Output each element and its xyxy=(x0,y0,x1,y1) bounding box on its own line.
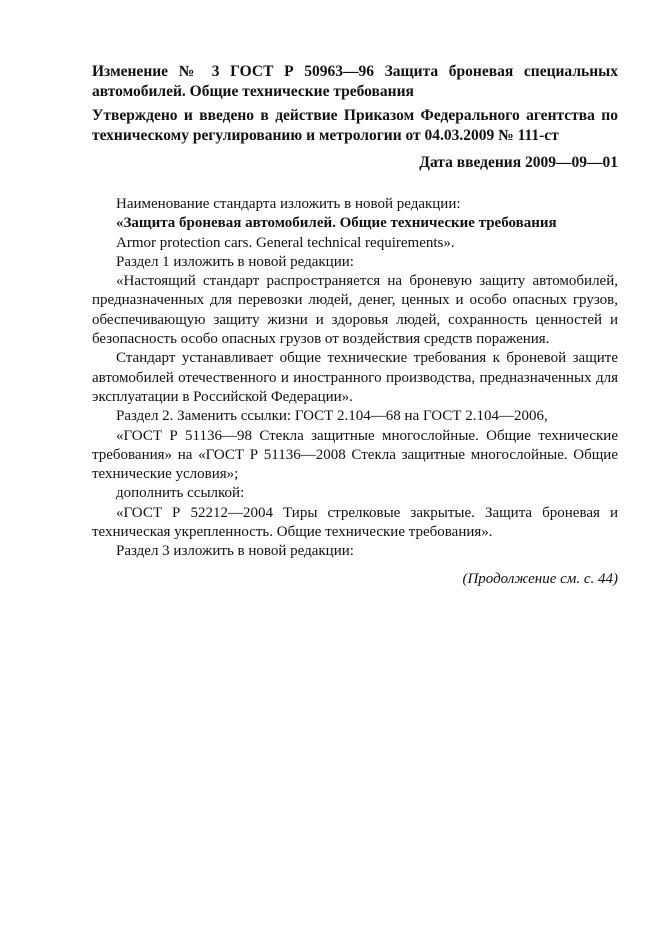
paragraph-scope: «Настоящий стандарт распространяется на броневую защиту автомобилей, предназначенных для перевозки людей, денег, ценных и особо опасных грузов, обеспечивающую защиту жизни и здоровья людей, сохранность ценностей и безопасность особо опасных грузов от воздействия средств поражения. xyxy=(92,273,618,348)
amendment-title: Изменение № 3 ГОСТ Р 50963—96 Защита броневая специальных автомобилей. Общие технические требования xyxy=(92,63,618,100)
paragraph-add-reference: дополнить ссылкой: xyxy=(116,485,245,502)
paragraph-standard-name-intro: Наименование стандарта изложить в новой редакции: xyxy=(116,196,461,212)
paragraph-requirements: Стандарт устанавливает общие технические требования к броневой защите автомобилей отечественного и иностранного производства, предназначенных для эксплуатации в Российской Федерации». xyxy=(92,350,618,405)
paragraph-new-title-ru: «Защита броневая автомобилей. Общие технические требования xyxy=(116,215,557,232)
continuation-note: (Продолжение см. с. 44) xyxy=(462,570,618,587)
document-body xyxy=(92,195,618,562)
paragraph-section2-references: Раздел 2. Заменить ссылки: ГОСТ 2.104—68 на ГОСТ 2.104—2006, xyxy=(116,408,548,425)
paragraph-new-title-en: Armor protection cars. General technical requirements». xyxy=(116,234,455,251)
paragraph-section3-intro: Раздел 3 изложить в новой редакции: xyxy=(116,543,354,560)
approval-statement: Утверждено и введено в действие Приказом Федерального агентства по техническому регулированию и метрологии от 04.03.2009 № 111-ст xyxy=(92,107,618,144)
paragraph-new-reference: «ГОСТ Р 52212—2004 Тиры стрелковые закрытые. Защита броневая и техническая укрепленность. Общие технические требования». xyxy=(92,504,618,541)
document-page xyxy=(92,62,618,589)
effective-date: Дата введения 2009—09—01 xyxy=(419,154,618,171)
paragraph-reference-replacement: «ГОСТ Р 51136—98 Стекла защитные многослойные. Общие технические требования» на «ГОСТ Р 51136—2008 Стекла защитные многослойные. Общие технические условия»; xyxy=(92,427,618,483)
paragraph-section1-intro: Раздел 1 изложить в новой редакции: xyxy=(116,253,354,270)
